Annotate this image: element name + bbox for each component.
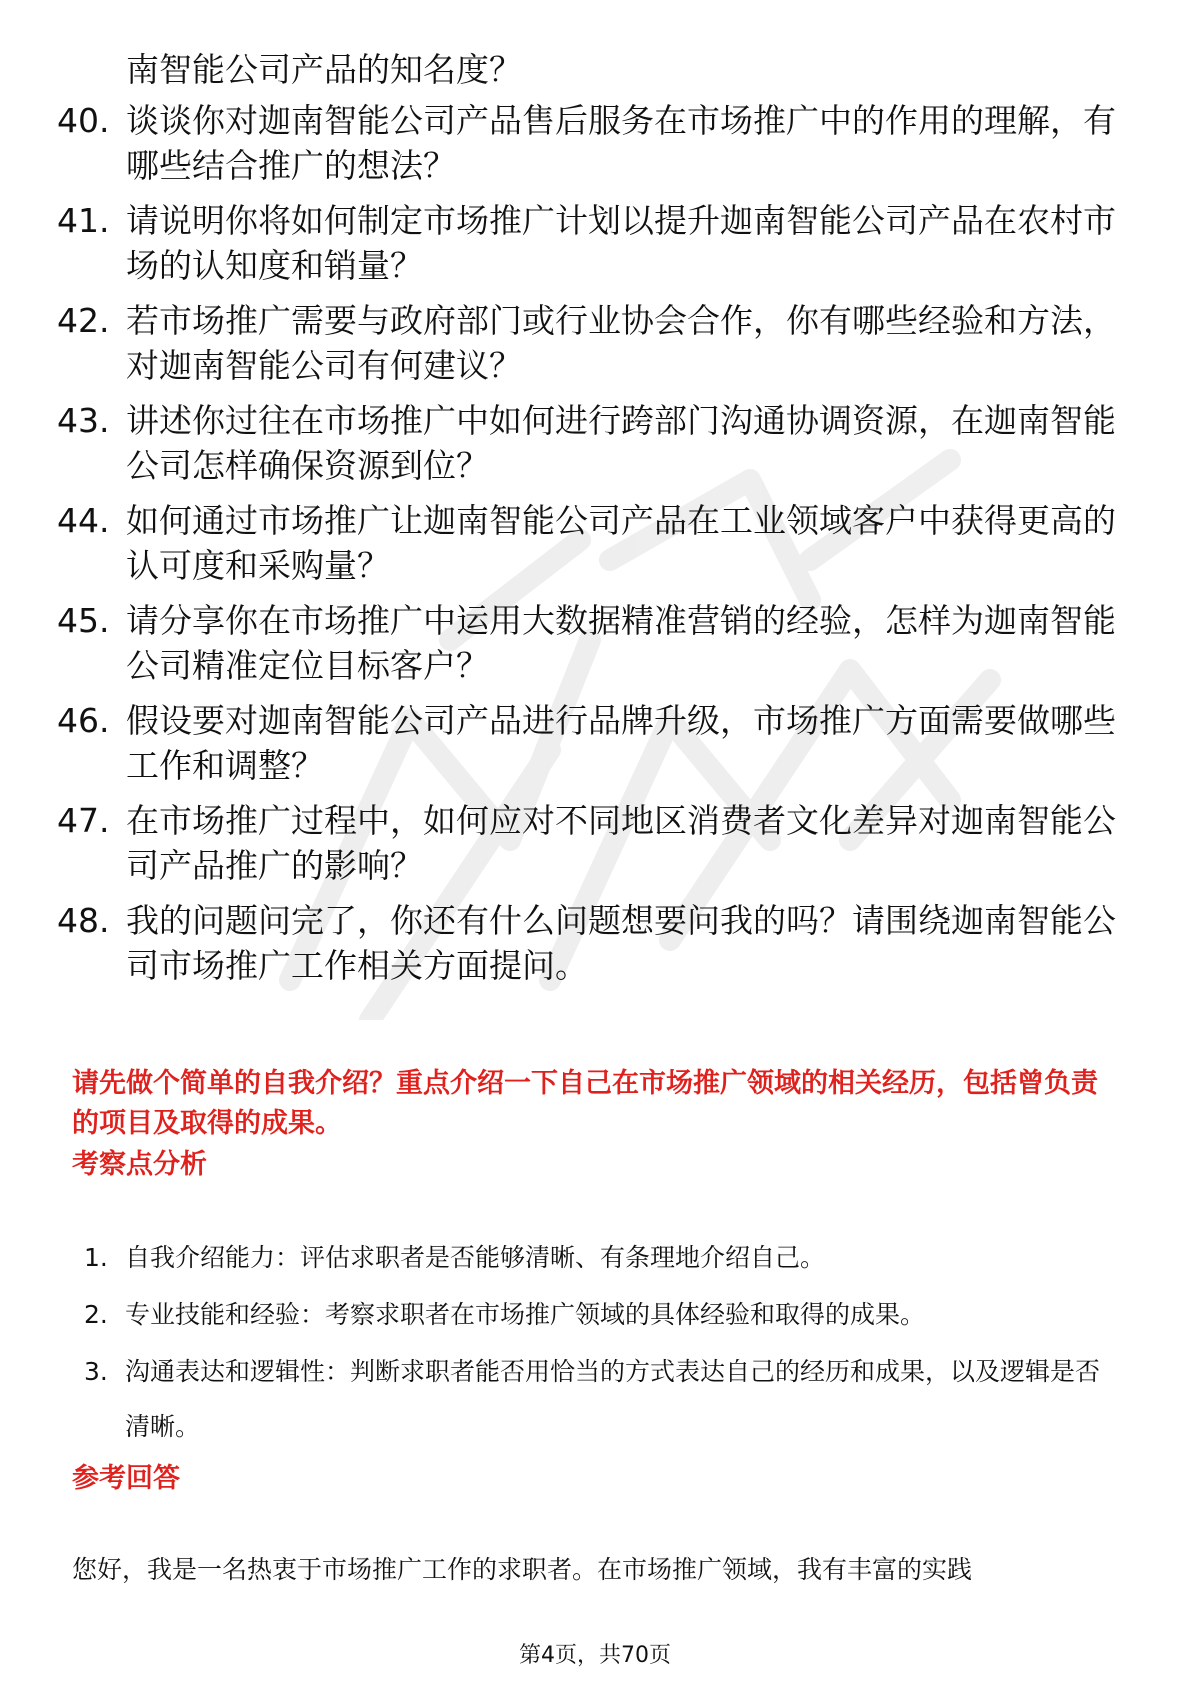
analysis-number: 3.: [84, 1357, 108, 1386]
analysis-text: 沟通表达和逻辑性：判断求职者能否用恰当的方式表达自己的经历和成果，以及逻辑是否清晰。: [125, 1357, 1101, 1441]
question-item: [57, 198, 1117, 288]
question-item: [57, 598, 1117, 688]
question-number: 48.: [57, 901, 110, 940]
analysis-text: 专业技能和经验：考察求职者在市场推广领域的具体经验和取得的成果。: [125, 1300, 926, 1329]
question-text: 谈谈你对迦南智能公司产品售后服务在市场推广中的作用的理解，有哪些结合推广的想法？: [126, 101, 1116, 185]
question-text: 若市场推广需要与政府部门或行业协会合作，你有哪些经验和方法，对迦南智能公司有何建议？: [126, 301, 1116, 385]
analysis-item: [84, 1344, 1124, 1454]
analysis-text: 自我介绍能力：评估求职者是否能够清晰、有条理地介绍自己。: [125, 1243, 826, 1272]
question-number: 42.: [57, 301, 110, 340]
analysis-number: 2.: [84, 1300, 108, 1329]
answer-heading: 参考回答: [72, 1463, 180, 1494]
question-number: 46.: [57, 701, 110, 740]
question-number: 47.: [57, 801, 110, 840]
question-text: 请分享你在市场推广中运用大数据精准营销的经验，怎样为迦南智能公司精准定位目标客户？: [126, 601, 1116, 685]
question-list: [57, 98, 1117, 998]
question-number: 41.: [57, 201, 110, 240]
question-item: [57, 498, 1117, 588]
question-item: [57, 898, 1117, 988]
highlight-question: 请先做个简单的自我介绍？重点介绍一下自己在市场推广领域的相关经历，包括曾负责的项目及取得的成果。: [72, 1068, 1098, 1139]
question-text: 讲述你过往在市场推广中如何进行跨部门沟通协调资源，在迦南智能公司怎样确保资源到位？: [126, 401, 1116, 485]
analysis-number: 1.: [84, 1243, 108, 1272]
question-number: 45.: [57, 601, 110, 640]
question-text: 假设要对迦南智能公司产品进行品牌升级，市场推广方面需要做哪些工作和调整？: [126, 701, 1116, 785]
continued-question-text: 南智能公司产品的知名度？: [126, 50, 522, 89]
analysis-item: [84, 1230, 1124, 1285]
question-item: [57, 798, 1117, 888]
question-item: [57, 98, 1117, 188]
question-item: [57, 298, 1117, 388]
analysis-list: [84, 1230, 1124, 1456]
analysis-item: [84, 1287, 1124, 1342]
question-text: 请说明你将如何制定市场推广计划以提升迦南智能公司产品在农村市场的认知度和销量？: [126, 201, 1116, 285]
question-text: 我的问题问完了，你还有什么问题想要问我的吗？请围绕迦南智能公司市场推广工作相关方面提问。: [126, 901, 1116, 985]
question-number: 40.: [57, 101, 110, 140]
question-number: 44.: [57, 501, 110, 540]
question-text: 在市场推广过程中，如何应对不同地区消费者文化差异对迦南智能公司产品推广的影响？: [126, 801, 1116, 885]
analysis-heading: 考察点分析: [72, 1149, 207, 1180]
question-item: [57, 398, 1117, 488]
question-number: 43.: [57, 401, 110, 440]
page-footer: 第4页，共70页: [519, 1643, 671, 1668]
question-item: [57, 698, 1117, 788]
question-text: 如何通过市场推广让迦南智能公司产品在工业领域客户中获得更高的认可度和采购量？: [126, 501, 1116, 585]
answer-text: 您好，我是一名热衷于市场推广工作的求职者。在市场推广领域，我有丰富的实践: [72, 1555, 973, 1584]
